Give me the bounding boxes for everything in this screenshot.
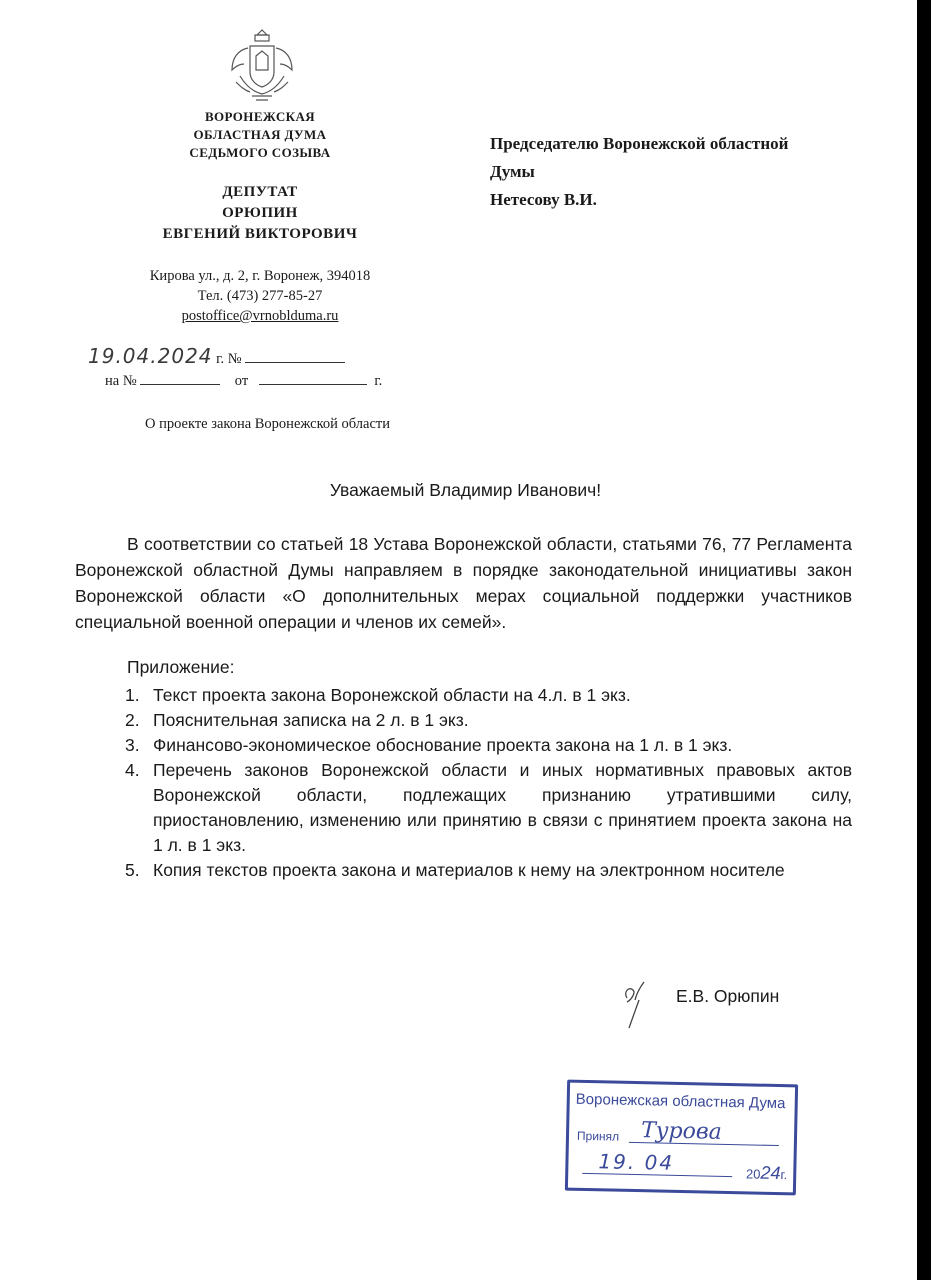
signer-name: Е.В. Орюпин bbox=[676, 986, 780, 1006]
stamp-date-line bbox=[582, 1173, 732, 1177]
on-no-blank bbox=[140, 372, 220, 385]
list-item-number: 2. bbox=[125, 710, 140, 730]
handwritten-date: 19.04.2024 bbox=[88, 344, 213, 368]
list-item bbox=[125, 858, 852, 883]
list-item bbox=[125, 708, 852, 733]
stamp-handwritten-name: Турова bbox=[640, 1118, 723, 1145]
stamp-year bbox=[746, 1162, 788, 1184]
from-blank bbox=[259, 372, 367, 385]
stamp-year-suffix: г. bbox=[780, 1167, 788, 1183]
list-item-text: Перечень законов Воронежской области и иных нормативных правовых актов Воронежской области, подлежащих признанию утратившими силу, приостановлению, изменению или принятию в связи с принятием проекта закона на 1 л. в 1 экз. bbox=[153, 760, 852, 855]
body-paragraph: В соответствии со статьей 18 Устава Воронежской области, статьями 76, 77 Регламента Воронежской областной Думы направляем в порядке законодательной инициативы закон Воронежской области «О дополнительных мерах социальной поддержки участников специальной военной операции и членов их семей». bbox=[75, 534, 852, 632]
list-item bbox=[125, 683, 852, 708]
outgoing-reference bbox=[88, 344, 345, 368]
number-blank bbox=[245, 350, 345, 363]
org-line: ОБЛАСТНАЯ ДУМА bbox=[193, 127, 327, 142]
org-line: ВОРОНЕЖСКАЯ bbox=[204, 109, 316, 124]
year-suffix: г. bbox=[374, 373, 383, 389]
list-item-text: Финансово-экономическое обоснование проекта закона на 1 л. в 1 экз. bbox=[153, 735, 733, 755]
list-item bbox=[125, 733, 852, 758]
contact-block bbox=[110, 266, 410, 326]
incoming-reference bbox=[105, 372, 382, 390]
list-item-text: Копия текстов проекта закона и материалов к нему на электронном носителе bbox=[153, 860, 785, 880]
handwritten-signature bbox=[605, 970, 665, 1030]
stamp-title: Воронежская областная Дума bbox=[575, 1090, 786, 1113]
list-item-number: 4. bbox=[125, 760, 140, 780]
stamp-accepted-label: Принял bbox=[576, 1128, 620, 1144]
deputy-line: ДЕПУТАТ bbox=[222, 184, 298, 200]
list-item-number: 1. bbox=[125, 685, 140, 705]
recipient-line: Думы bbox=[490, 162, 535, 181]
receipt-stamp bbox=[565, 1080, 798, 1196]
list-item bbox=[125, 758, 852, 858]
stamp-handwritten-year: 24 bbox=[760, 1162, 781, 1184]
stamp-year-prefix: 20 bbox=[745, 1166, 761, 1182]
deputy-line: ЕВГЕНИЙ ВИКТОРОВИЧ bbox=[162, 226, 358, 242]
greeting: Уважаемый Владимир Иванович! bbox=[329, 480, 602, 500]
deputy-block bbox=[120, 182, 400, 245]
list-item-text: Пояснительная записка на 2 л. в 1 экз. bbox=[153, 710, 469, 730]
list-item-text: Текст проекта закона Воронежской области на 4.л. в 1 экз. bbox=[153, 685, 631, 705]
address: Кирова ул., д. 2, г. Воронеж, 394018 bbox=[149, 268, 371, 284]
deputy-line: ОРЮПИН bbox=[222, 205, 298, 221]
date-suffix: г. № bbox=[216, 351, 242, 367]
appendix-list bbox=[125, 683, 852, 883]
organization-block bbox=[150, 108, 370, 162]
subject-line: О проекте закона Воронежской области bbox=[145, 416, 390, 432]
coat-of-arms-emblem bbox=[222, 26, 302, 106]
from-label: от bbox=[234, 373, 249, 389]
list-item-number: 3. bbox=[125, 735, 140, 755]
email-link[interactable]: postoffice@vrnoblduma.ru bbox=[181, 308, 339, 324]
list-item-number: 5. bbox=[125, 860, 140, 880]
stamp-handwritten-date: 19. 04 bbox=[598, 1149, 675, 1175]
on-no-label: на № bbox=[105, 373, 137, 389]
appendix-title: Приложение: bbox=[127, 657, 235, 677]
org-line: СЕДЬМОГО СОЗЫВА bbox=[189, 145, 331, 160]
recipient-block bbox=[490, 130, 890, 214]
phone: Тел. (473) 277-85-27 bbox=[197, 288, 323, 304]
recipient-line: Нетесову В.И. bbox=[490, 190, 597, 209]
recipient-line: Председателю Воронежской областной bbox=[490, 134, 789, 153]
stamp-accepted-line bbox=[629, 1142, 779, 1146]
